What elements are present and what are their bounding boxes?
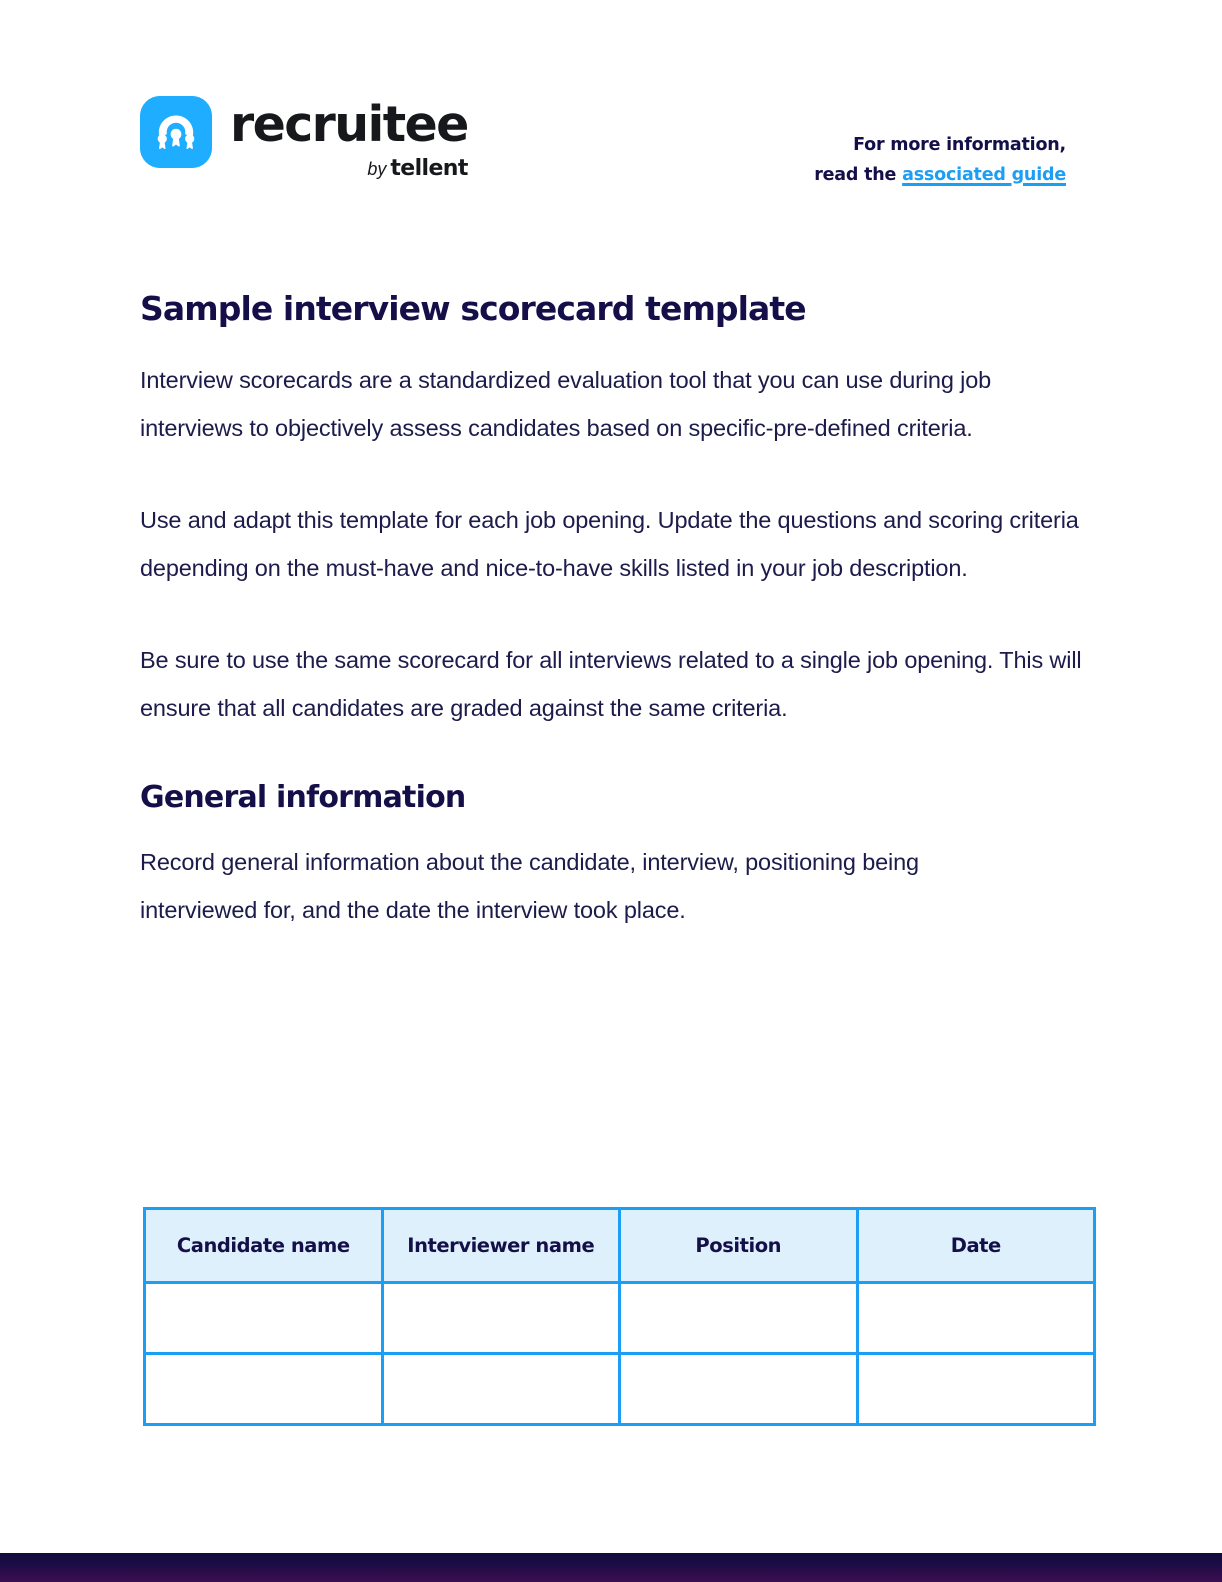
- brand-parent: [367, 158, 467, 180]
- associated-guide-link[interactable]: associated guide: [902, 165, 1066, 185]
- page-header: [0, 0, 1222, 230]
- general-information-table-wrapper: [143, 1207, 1096, 1426]
- column-header-interviewer-name: Interviewer name: [382, 1209, 620, 1283]
- cell-position[interactable]: [620, 1283, 858, 1354]
- section-title-general-information: General information: [140, 780, 466, 815]
- header-note-line1: For more information,: [853, 135, 1066, 155]
- column-header-position: Position: [620, 1209, 858, 1283]
- column-header-date: Date: [857, 1209, 1095, 1283]
- header-note: [814, 130, 1066, 190]
- cell-candidate-name[interactable]: [145, 1354, 383, 1425]
- table-header-row: [145, 1209, 1095, 1283]
- cell-position[interactable]: [620, 1354, 858, 1425]
- document-content: [140, 288, 1100, 934]
- table-head: [145, 1209, 1095, 1283]
- intro-paragraph-1: Interview scorecards are a standardized evaluation tool that you can use during job interviews to objectively assess candidates based on specific-pre-defined criteria.: [140, 367, 992, 441]
- brand-wordmark: [230, 96, 468, 180]
- table-body: [145, 1283, 1095, 1425]
- cell-date[interactable]: [857, 1354, 1095, 1425]
- intro-paragraph-3: Be sure to use the same scorecard for all interviews related to a single job opening. This will ensure that all candidates are graded against the same criteria.: [140, 647, 1082, 721]
- footer-gradient-bar: [0, 1553, 1222, 1582]
- table-row: [145, 1283, 1095, 1354]
- recruitee-cloud-people-icon: [140, 96, 212, 168]
- cell-interviewer-name[interactable]: [382, 1283, 620, 1354]
- cell-date[interactable]: [857, 1283, 1095, 1354]
- table-row: [145, 1354, 1095, 1425]
- header-note-prefix: read the: [814, 165, 903, 185]
- column-header-candidate-name: Candidate name: [145, 1209, 383, 1283]
- header-note-line2: [814, 160, 1066, 190]
- section-description: Record general information about the candidate, interview, positioning being interviewed for, and the date the interview took place.: [140, 849, 919, 923]
- brand-name: recruitee: [230, 96, 468, 153]
- brand-parent-name: tellent: [390, 156, 468, 181]
- brand-by-label: by: [367, 159, 387, 179]
- intro-paragraph-2: Use and adapt this template for each job opening. Update the questions and scoring criteria depending on the must-have and nice-to-have skills listed in your job description.: [140, 507, 1079, 581]
- general-information-table: [143, 1207, 1096, 1426]
- cell-candidate-name[interactable]: [145, 1283, 383, 1354]
- page-title: Sample interview scorecard template: [140, 289, 806, 328]
- cell-interviewer-name[interactable]: [382, 1354, 620, 1425]
- recruitee-logo[interactable]: [140, 96, 468, 180]
